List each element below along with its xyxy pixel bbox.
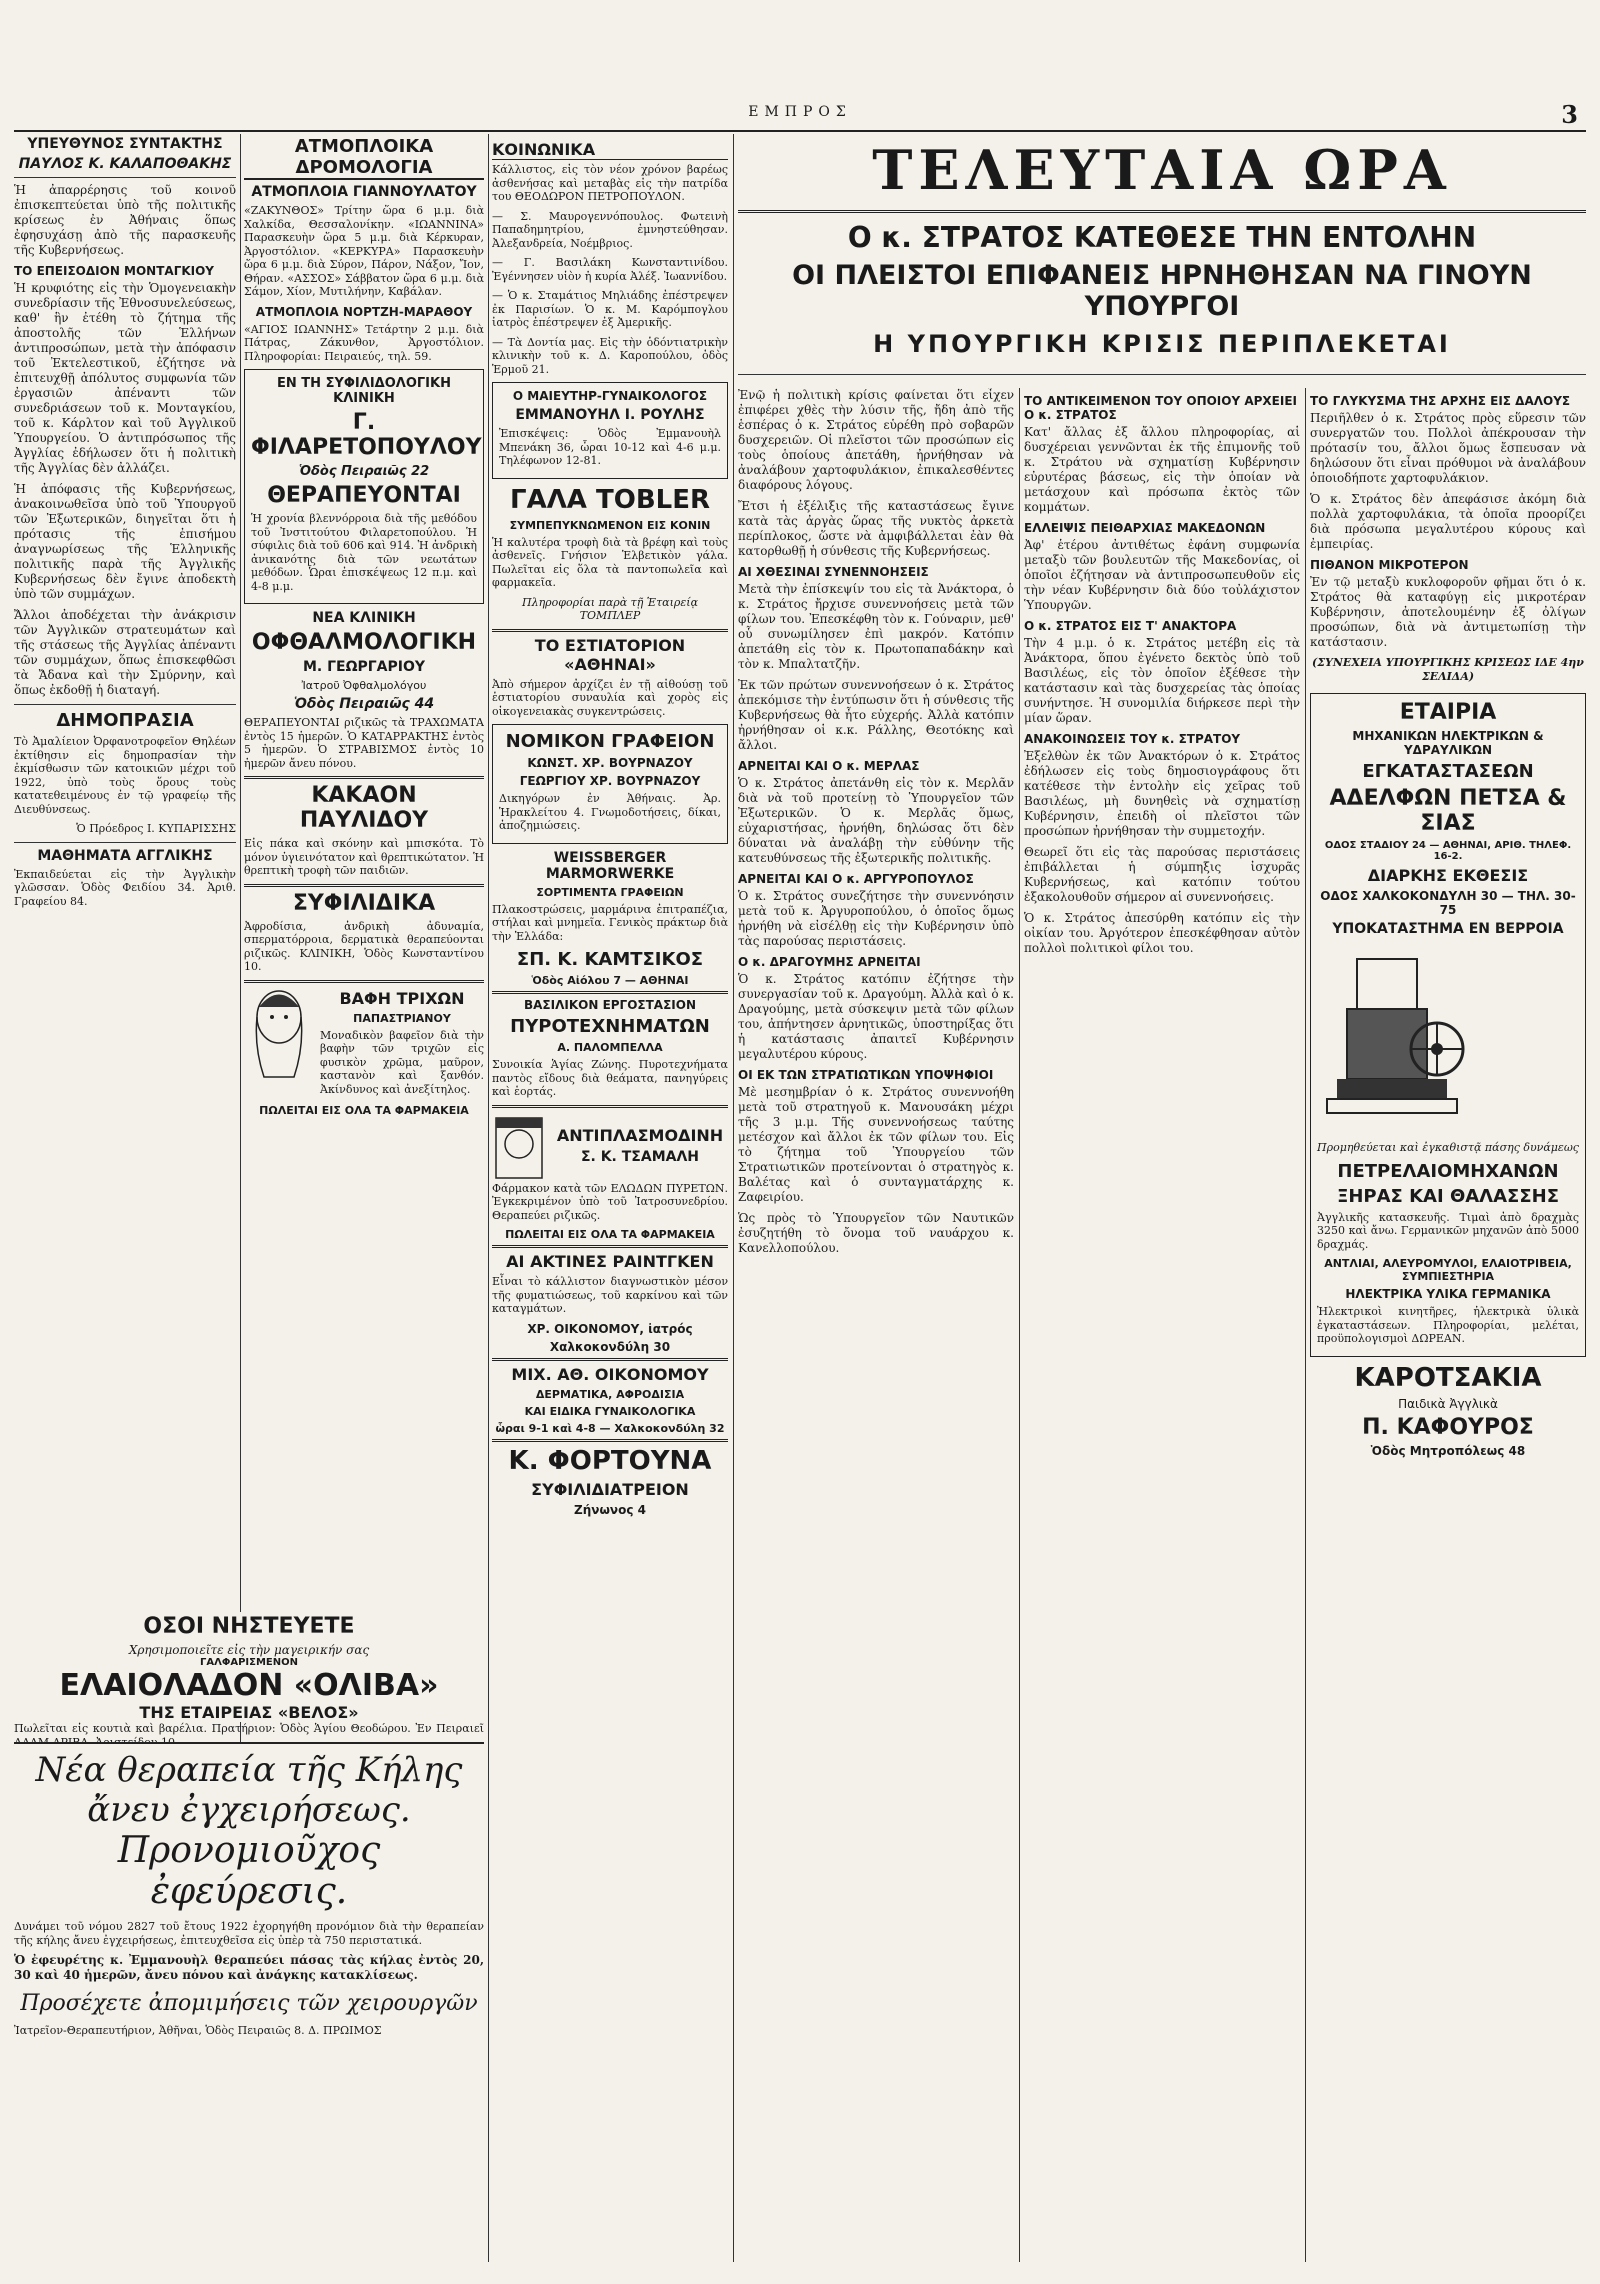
- ad-petsa-l8: ΞΗΡΑΣ ΚΑΙ ΘΑΛΑΣΣΗΣ: [1336, 1185, 1559, 1207]
- ad-oliva-top: ΟΣΟΙ ΝΗΣΤΕΥΕΤΕ: [143, 1614, 355, 1639]
- article-paragraph: Ὡς πρὸς τὸ Ὑπουργεῖον τῶν Ναυτικῶν ἐσυζητήθη τὸ ὄνομα τοῦ ναυάρχου κ. Κανελλοπούλου.: [738, 1211, 1014, 1255]
- article-paragraph: Μὲ μεσημβρίαν ὁ κ. Στράτος συνεννοήθη μετὰ τοῦ στρατηγοῦ κ. Μανουσάκη μέχρι τῆς 3 μ.μ. Τῆς συνεννοήσεως ταύτης μετέσχον καὶ ἄλλοι ἐκ τῶν φίλων του. Εἰς τὸ ζήτημα τοῦ Ὑπουργείου τῶν Στρατιωτικῶν προτείνονται ὁ στρατηγὸς κ. Βαλέτας καὶ ὁ συνταγματάρχης κ. Ζαφειρίου.: [738, 1085, 1014, 1204]
- ad-syph-text: Ἀφροδίσια, ἀνδρικὴ ἀδυναμία, σπερματόρροια, δερματικὰ θεραπεύονται ριζικῶς. ΚΛΙΝΙΚΗ, Ὁδὸς Κωνσταντίνου 10.: [244, 919, 484, 973]
- divider: [14, 177, 236, 178]
- social-item: — Σ. Μαυρογεννόπουλος. Φωτεινὴ Παπαδημητρίου, ἐμνηστεύθησαν. Ἀλεξανδρεία, Νοέμβριος.: [492, 209, 728, 250]
- divider: [14, 842, 236, 843]
- ad-kili-foot: Προσέχετε ἀπομιμήσεις τῶν χειρουργῶν: [20, 1991, 478, 2016]
- article-paragraph: Μετὰ τὴν ἐπίσκεψίν του εἰς τὰ Ἀνάκτορα, ὁ κ. Στράτος ἤρχισε συνεννοήσεις μετὰ τῶν φίλων του. Ἐπεσκέφθη τὸν κ. Γούναριν, μεθ' οὗ συνωμίλησεν ἐπὶ μακρόν. Κατόπιν ἀπετάθη εἰς τὸν κ. Πρωτοπαπαδάκην καὶ τὸν κ. Μπαλτατζῆν.: [738, 582, 1014, 671]
- ad-prams-name: Π. ΚΑΦΟΥΡΟΣ: [1362, 1414, 1534, 1440]
- social-item: — Ὁ κ. Σταμάτιος Μηλιάδης ἐπέστρεψεν ἐκ Παρισίων. Ὁ κ. Μ. Καρόμπογλου ἰατρὸς ἐπέστρεψεν ἐξ Ἀμερικῆς.: [492, 289, 728, 329]
- article-subheading: ΑΡΝΕΙΤΑΙ ΚΑΙ Ο κ. ΑΡΓΥΡΟΠΟΥΛΟΣ: [738, 872, 974, 886]
- ad-kili: [14, 1742, 484, 2264]
- social-item: Κάλλιστος, εἰς τὸν νέον χρόνον βαρέως ἀσθενήσας καὶ μεταβὰς εἰς τὴν πατρίδα του ΘΕΟΔΩΡΟΝ ΠΕΤΡΟΠΟΥΛΟΝ.: [492, 163, 728, 203]
- ad-antipl-foot: ΠΩΛΕΙΤΑΙ ΕΙΣ ΟΛΑ ΤΑ ΦΑΡΜΑΚΕΙΑ: [505, 1228, 715, 1241]
- lessons-text: Ἐκπαιδεύεται εἰς τὴν Ἀγγλικὴν γλῶσσαν. Ὁδὸς Φειδίου 34. Ἀριθ. Γραφείου 84.: [14, 867, 236, 908]
- article-paragraph: Ἡ ἀπαρρέρησις τοῦ κοινοῦ ἐπισκεπτεύεται ὑπὸ τῆς πολιτικῆς κρίσεως ἐν Ἀθήναις ὅπως ἐφησυχάσῃ ἀπὸ τῆς παρασκευῆς τῆς Κυβερνήσεως.: [14, 183, 236, 257]
- article-paragraph: Κατ' ἄλλας ἐξ ἄλλου πληροφορίας, αἱ δυσχέρειαι γεννῶνται ἐκ τῆς ἐπιμονῆς τοῦ κ. Στράτου νὰ σχηματίσῃ Κυβέρνησιν εὐρυτέρας βάσεως, εἰς τὴν ὁποίαν νὰ μετάσχουν καὶ πρόσωπα ἐκτὸς τῶν κομμάτων.: [1024, 425, 1300, 514]
- headline-3: Η ΥΠΟΥΡΓΙΚΗ ΚΡΙΣΙΣ ΠΕΡΙΠΛΕΚΕΤΑΙ: [873, 330, 1451, 358]
- ad-fireworks-text: Συνοικία Ἁγίας Ζώνης. Πυροτεχνήματα παντὸς εἴδους διὰ θεάματα, πανηγύρεις καὶ ἑορτάς.: [492, 1058, 728, 1098]
- ad-petsa-l9: ΑΝΤΛΙΑΙ, ΑΛΕΥΡΟΜΥΛΟΙ, ΕΛΑΙΟΤΡΙΒΕΙΑ, ΣΥΜΠΙΕΣΤΗΡΙΑ: [1324, 1257, 1572, 1283]
- ad-prams-sub: Παιδικὰ Ἀγγλικὰ: [1398, 1396, 1498, 1411]
- ad-eye-addr: Ὁδὸς Πειραιῶς 44: [293, 696, 435, 712]
- ad-derm-sub: ΔΕΡΜΑΤΙΚΑ, ΑΦΡΟΔΙΣΙΑ: [535, 1387, 685, 1401]
- ad-cocoa-text: Εἰς πάκα καὶ σκόνην καὶ μπισκότα. Τὸ μόνον ὑγιεινότατον καὶ θρεπτικώτατον. Ἡ θρεπτικὴ τροφὴ τῶν παιδιῶν.: [244, 837, 484, 877]
- ad-antipl-text: Φάρμακον κατὰ τῶν ΕΛΩΔΩΝ ΠΥΡΕΤΩΝ. Ἐγκεκριμένον ὑπὸ τοῦ Ἰατροσυνεδρίου. Θεραπεύει ριζικῶς.: [492, 1181, 728, 1222]
- article-subheading: Ο κ. ΣΤΡΑΤΟΣ ΕΙΣ Τ' ΑΝΑΚΤΟΡΑ: [1024, 619, 1237, 633]
- ad-shipping-sub2: ΑΤΜΟΠΛΟΙΑ ΝΟΡΤΖΗ-ΜΑΡΑΘΟΥ: [255, 304, 473, 319]
- article-paragraph: Θεωρεῖ ὅτι εἰς τὰς παρούσας περιστάσεις ἐπιβάλλεται ἡ σύμπηξις ἰσχυρᾶς Κυβερνήσεως, καὶ κατόπιν τούτου ἐξακολουθοῦν σήμερον αἱ συνεννοήσεις.: [1024, 845, 1300, 904]
- ad-kili-line3: Προνομιοῦχος ἐφεύρεσις.: [117, 1830, 381, 1912]
- divider: [492, 991, 728, 994]
- ad-kili-line1: Νέα θεραπεία τῆς Κήλης: [35, 1750, 463, 1790]
- article-paragraph: Ἐξελθὼν ἐκ τῶν Ἀνακτόρων ὁ κ. Στράτος ἐδήλωσεν εἰς τοὺς δημοσιογράφους ὅτι κατέθεσε τὴν ἐντολὴν εἰς χεῖρας τοῦ Βασιλέως, μὴ δυνηθεὶς νὰ σχηματίσῃ Κυβέρνησιν, ἐπειδὴ οἱ πλεῖστοι τῶν προσώπων ἠρνήθησαν τὴν συμμετοχήν.: [1024, 749, 1300, 838]
- ad-clinic-main: ΘΕΡΑΠΕΥΟΝΤΑΙ: [267, 483, 461, 508]
- ad-petsa-l4: ΔΙΑΡΚΗΣ ΕΚΘΕΣΙΣ: [1367, 866, 1529, 885]
- article-subheading: ΤΟ ΓΛΥΚΥΣΜΑ ΤΗΣ ΑΡΧΗΣ ΕΙΣ ΔΑΛΟΥΣ: [1310, 394, 1571, 408]
- article-paragraph: Ὁ κ. Στράτος δὲν ἀπεφάσισε ἀκόμη διὰ πολλὰ χαρτοφυλάκια, τὰ ὁποῖα προορίζει διὰ πρόσωπα μεγαλυτέρου κύρους καὶ ἐμπειρίας.: [1310, 492, 1586, 551]
- article-col-2: [1024, 388, 1300, 2262]
- ad-law: [492, 724, 728, 844]
- ad-obst-name: ΕΜΜΑΝΟΥΗΛ Ι. ΡΟΥΛΗΣ: [515, 407, 705, 423]
- ad-obstetrician: [492, 382, 728, 479]
- article-col-1: [738, 388, 1014, 2262]
- ad-antipl-title: ΑΝΤΙΠΛΑΣΜΟΔΙΝΗ: [556, 1126, 724, 1145]
- ad-derm-addr: ὧραι 9-1 καὶ 4-8 — Χαλκοκονδύλη 32: [495, 1421, 725, 1435]
- medicine-box-icon: [492, 1112, 546, 1182]
- ad-law-name2: ΓΕΩΡΓΙΟΥ ΧΡ. ΒΟΥΡΝΑΖΟΥ: [519, 774, 701, 788]
- article-subheading: ΤΟ ΑΝΤΙΚΕΙΜΕΝΟΝ ΤΟΥ ΟΠΟΙΟΥ ΑΡΧΕΙΕΙ Ο κ. ΣΤΡΑΤΟΣ: [1024, 394, 1297, 422]
- ad-shipping-text: «ΖΑΚΥΝΘΟΣ» Τρίτην ὥρα 6 μ.μ. διὰ Χαλκίδα, Θεσσαλονίκην. «ΙΩΑΝΝΙΝΑ» Παρασκευὴν ὥρα 5 μ.μ. διὰ Κέρκυραν, Ἀργοστόλιον. «ΚΕΡΚΥΡΑ» Παρασκευὴν ὥρα 6 μ.μ. διὰ Σύρον, Πάρον, Νάξον, Ἴον, Θήραν. «ΑΣΣΟΣ» Σάββατον ὥρα 6 μ.μ. διὰ Σάμον, Χίον, Μυτιλήνην, Καβάλαν.: [244, 204, 484, 298]
- ad-tobler-foot: Πληροφορίαι παρὰ τῇ Ἑταιρείᾳ ΤΟΜΠΛΕΡ: [522, 595, 698, 622]
- ad-fireworks-name: Α. ΠΑΛΟΜΠΕΛΛΑ: [557, 1041, 663, 1054]
- ad-petsa-top: ΕΤΑΙΡΙΑ: [1399, 700, 1497, 725]
- article-paragraph: Ἐν τῷ μεταξὺ κυκλοφοροῦν φῆμαι ὅτι ὁ κ. Στράτος θὰ καταφύγῃ εἰς μικροτέραν Κυβέρνησιν, ἀποτελουμένην ἐξ ὀλίγων προσώπων, διὰ νὰ ἀντιμετωπίσῃ τὴν κατάστασιν.: [1310, 575, 1586, 649]
- divider: [244, 884, 484, 887]
- divider: [492, 1245, 728, 1248]
- ad-petsa-l2: ΕΓΚΑΤΑΣΤΑΣΕΩΝ: [1362, 761, 1534, 782]
- ad-hairdye: [244, 987, 484, 1103]
- editor-label: ΥΠΕΥΘΥΝΟΣ ΣΥΝΤΑΚΤΗΣ: [27, 136, 223, 152]
- column-rule: [733, 134, 734, 2262]
- social-heading: ΚΟΙΝΩΝΙΚΑ: [492, 140, 728, 160]
- ad-shipping-text2: «ΑΓΙΟΣ ΙΩΑΝΝΗΣ» Τετάρτην 2 μ.μ. διὰ Πάτρας, Ζάκυνθον, Ἀργοστόλιον. Πληροφορίαι: Πειραιεύς, τηλ. 59.: [244, 322, 484, 363]
- article-paragraph: Ἄλλοι ἀποδέχεται τὴν ἀνάκρισιν τῶν Ἀγγλικῶν στρατευμάτων καὶ τῆς στάσεως τῆς Ἀγγλίας ἀπέναντι τῶν συμμάχων, ὅπως ἐπισκεφθῶσι τὰ Ἄδανα καὶ τὴν Σμύρνην, καὶ ὅπως ἐκδοθῇ ἡ διαταγή.: [14, 608, 236, 697]
- ad-kili-p2: Ὁ ἐφευρέτης κ. Ἐμμανουὴλ θεραπεύει πάσας τὰς κήλας ἐντὸς 20, 30 καὶ 40 ἡμερῶν, ἄνευ πόνου καὶ ἀνάγκης κατακλίσεως.: [14, 1953, 484, 1982]
- article-paragraph: Ἡ ἀπόφασις τῆς Κυβερνήσεως, ἀνακοινωθεῖσα ὑπὸ τοῦ Ὑπουργοῦ τῶν Ἐξωτερικῶν, διηγεῖται ὅτι ἡ πρότασις τῆς ἐπισήμου ἀναγνωρίσεως τῆς Ἑλληνικῆς πολιτικῆς παρὰ τῆς Ἀγγλικῆς Κυβερνήσεως δὲν ἔγινε ἀποδεκτὴ ὑπὸ τῶν συμμάχων.: [14, 482, 236, 601]
- ad-kili-p1: Δυνάμει τοῦ νόμου 2827 τοῦ ἔτους 1922 ἐχορηγήθη προνόμιον διὰ τὴν θεραπείαν τῆς κήλης ἄνευ ἐγχειρήσεως, ἐπιτευχθεῖσα εἰς ὑπὲρ τὰ 750 περιστατικά.: [14, 1920, 484, 1947]
- article-paragraph: Περιῆλθεν ὁ κ. Στράτος πρὸς εὕρεσιν τῶν συνεργατῶν του. Πολλοὶ ἀπέκρουσαν τὴν πρότασίν του, ἄλλοι ὅμως ἔσπευσαν νὰ δηλώσουν ὅτι εἶναι πρόθυμοι νὰ ἀναλάβουν ὁποιοδήποτε χαρτοφυλάκιον.: [1310, 411, 1586, 485]
- ad-kili-line2: ἄνευ ἐγχειρήσεως.: [87, 1790, 411, 1830]
- ad-hairdye-name: ΠΑΠΑΣΤΡΙΑΝΟΥ: [353, 1011, 451, 1025]
- ad-eye-name: Μ. ΓΕΩΡΓΑΡΙΟΥ: [302, 659, 426, 675]
- ad-petsa-l1: ΜΗΧΑΝΙΚΩΝ ΗΛΕΚΤΡΙΚΩΝ & ΥΔΡΑΥΛΙΚΩΝ: [1352, 729, 1544, 757]
- article-subheading: ΟΙ ΕΚ ΤΩΝ ΣΤΡΑΤΙΩΤΙΚΩΝ ΥΠΟΨΗΦΙΟΙ: [738, 1068, 994, 1082]
- divider: [492, 1358, 728, 1361]
- engine-machine-icon: [1317, 949, 1467, 1129]
- ad-marble-name: ΣΠ. Κ. ΚΑΜΤΣΙΚΟΣ: [516, 949, 704, 970]
- divider: [244, 980, 484, 983]
- ad-xray-name: ΧΡ. ΟΙΚΟΝΟΜΟΥ, ἰατρός: [527, 1321, 693, 1336]
- article-paragraph: Ὁ κ. Στράτος συνεζήτησε τὴν συνεννόησιν μετὰ τοῦ κ. Ἀργυροπούλου, ὁ ὁποῖος ὅμως ἠρνήθη νὰ εἰσέλθῃ εἰς τὴν Κυβέρνησιν ὑπὸ τὰς παρούσας περιστάσεις.: [738, 889, 1014, 948]
- ad-xray-title: ΑΙ ΑΚΤΙΝΕΣ ΡΑΙΝΤΓΚΕΝ: [506, 1252, 714, 1271]
- ad-petsa-l6: ΥΠΟΚΑΤΑΣΤΗΜΑ ΕΝ ΒΕΡΡΟΙΑ: [1332, 921, 1564, 937]
- last-hour-section: [738, 138, 1586, 2262]
- ad-prams-title: ΚΑΡΟΤΣΑΚΙΑ: [1354, 1362, 1542, 1393]
- divider: [244, 776, 484, 779]
- divider: [492, 1439, 728, 1442]
- ad-petsa-p2: Ἀγγλικῆς κατασκευῆς. Τιμαὶ ἀπὸ δραχμὰς 3250 καὶ ἄνω. Γερμανικῶν μηχανῶν ἀπὸ 5000 δραχμάς.: [1317, 1210, 1579, 1251]
- ad-tobler-title: ΓΑΛΑ TOBLER: [510, 484, 710, 515]
- headline-2: ΟΙ ΠΛΕΙΣΤΟΙ ΕΠΙΦΑΝΕΙΣ ΗΡΝΗΘΗΣΑΝ ΝΑ ΓΙΝΟΥΝ ΥΠΟΥΡΓΟΙ: [792, 260, 1532, 322]
- section-title: ΤΕΛΕΥΤΑΙΑ ΩΡΑ: [738, 138, 1586, 213]
- ad-law-name1: ΚΩΝΣΤ. ΧΡ. ΒΟΥΡΝΑΖΟΥ: [527, 756, 693, 770]
- article-columns: [738, 388, 1586, 2262]
- ad-eye-text: ΘΕΡΑΠΕΥΟΝΤΑΙ ριζικῶς τὰ ΤΡΑΧΩΜΑΤΑ ἐντὸς 15 ἡμερῶν. Ὁ ΚΑΤΑΡΡΑΚΤΗΣ ἐντὸς 5 ἡμερῶν. Ὁ ΣΤΡΑΒΙΣΜΟΣ ἐντὸς 10 ἡμερῶν ἄνευ πόνου.: [244, 716, 484, 770]
- ad-marble-title: WEISSBERGER MARMORWERKE: [545, 849, 675, 882]
- divider: [492, 1105, 728, 1108]
- article-paragraph: Ἀφ' ἑτέρου ἀντιθέτως ἐφάνη συμφωνία μεταξὺ τῶν βουλευτῶν τῆς Μακεδονίας, οἱ ὁποῖοι ἐζήτησαν νὰ ἀντιπροσωπευθοῦν εἰς τὴν νέαν Κυβέρνησιν διὰ δύο τοὐλάχιστον Ὑπουργῶν.: [1024, 538, 1300, 612]
- woman-portrait-icon: [244, 987, 314, 1087]
- lessons-heading: ΜΑΘΗΜΑΤΑ ΑΓΓΛΙΚΗΣ: [37, 847, 213, 864]
- article-paragraph: Ἐνῷ ἡ πολιτικὴ κρίσις φαίνεται ὅτι εἶχεν ἐπιφέρει χθὲς τὴν λύσιν τῆς, ἤδη ἀπὸ τῆς ἑσπέρας ὁ κ. Στράτος εὑρέθη πρὸ σοβαρῶν δυσχερειῶν. Οἱ πλεῖστοι τῶν προσώπων εἰς τοὺς ὁποίους ἀπετάθη, ἠρνήθησαν νὰ ἀναλάβουν χαρτοφυλάκιον, ἐπικαλεσθέντες διαφόρους λόγους.: [738, 388, 1014, 492]
- article-col-3: [1310, 388, 1586, 2262]
- ad-fortuna-title: Κ. ΦΟΡΤΟΥΝΑ: [508, 1445, 712, 1476]
- ad-oliva-brand: ΕΛΑΙΟΛΑΔΟΝ «ΟΛΙΒΑ»: [59, 1668, 439, 1703]
- notice-heading: ΔΗΜΟΠΡΑΣΙΑ: [56, 710, 194, 731]
- ad-clinic-text: Ἡ χρονία βλεννόρροια διὰ τῆς μεθόδου τοῦ Ἰνστιτούτου Φιλαρετοπούλου. Ἡ σύφιλις διὰ τοῦ 606 καὶ 914. Ἡ ἀνδρικὴ ἀνικανότης διὰ τῶν νεωτάτων μεθόδων. Ὧραι ἐπισκέψεως 12 π.μ. καὶ 4-8 μ.μ.: [251, 512, 477, 593]
- ad-prams-addr: Ὁδὸς Μητροπόλεως 48: [1370, 1443, 1526, 1458]
- ad-restaurant-title: ΤΟ ΕΣΤΙΑΤΟΡΙΟΝ «ΑΘΗΝΑΙ»: [534, 635, 686, 674]
- ad-clinic-name: Γ. ΦΙΛΑΡΕΤΟΠΟΥΛΟΥ: [251, 410, 482, 460]
- ad-clinic-addr: Ὁδὸς Πειραιῶς 22: [298, 464, 430, 479]
- article-paragraph: Ὁ κ. Στράτος ἀπετάνθη εἰς τὸν κ. Μερλᾶν διὰ νὰ τοῦ προτείνῃ τὸ Ὑπουργεῖον τῶν Ἐξωτερικῶν. Ὁ κ. Μερλᾶς ὅμως, εὐχαριστήσας, ἠρνήθη, δηλώσας ὅτι δὲν δύναται νὰ ἀναλάβῃ τὴν εὐθύνην τῆς κατευθύνσεως τῆς ἐξωτερικῆς πολιτικῆς.: [738, 776, 1014, 865]
- ad-obst-text: Ἐπισκέψεις: Ὁδὸς Ἐμμανουὴλ Μπενάκη 36, ὧραι 10-12 καὶ 4-6 μ.μ. Τηλέφωνον 12-81.: [499, 427, 721, 467]
- ad-syph-title: ΣΥΦΙΛΙΔΙΚΑ: [292, 890, 436, 916]
- headline-1: Ο κ. ΣΤΡΑΤΟΣ ΚΑΤΕΘΕΣΕ ΤΗΝ ΕΝΤΟΛΗΝ: [847, 221, 1477, 254]
- ad-fireworks-title: ΒΑΣΙΛΙΚΟΝ ΕΡΓΟΣΤΑΣΙΟΝ: [524, 998, 696, 1012]
- ad-clinic: [244, 369, 484, 604]
- ad-shipping-title: ΑΤΜΟΠΛΟΙΚΑ ΔΡΟΜΟΛΟΓΙΑ: [244, 136, 484, 180]
- social-item: — Τὰ Δοντία μας. Εἰς τὴν ὁδόντιατρικὴν κλινικὴν τοῦ κ. Δ. Καροπούλου, ὁδὸς Ἑρμοῦ 21.: [492, 335, 728, 376]
- article-paragraph: Ὁ κ. Στράτος κατόπιν ἐζήτησε τὴν συνεργασίαν τοῦ κ. Δραγούμη. Ἀλλὰ καὶ ὁ κ. Δραγούμης, μετὰ σύσκεψιν μετὰ τῶν φίλων του, ἀπήντησεν ἀρνητικῶς, ὑποστηρίξας ὅτι ἡ κατάστασις ἀπαιτεῖ Κυβέρνησιν μεγαλυτέρου κύρους.: [738, 972, 1014, 1061]
- page-number: 3: [1561, 100, 1578, 129]
- article-subheading: ΑΝΑΚΟΙΝΩΣΕΙΣ ΤΟΥ κ. ΣΤΡΑΤΟΥ: [1024, 732, 1241, 746]
- article-subheading: ΑΙ ΧΘΕΣΙΝΑΙ ΣΥΝΕΝΝΟΗΣΕΙΣ: [738, 565, 929, 579]
- ad-tobler-text: Ἡ καλυτέρα τροφὴ διὰ τὰ βρέφη καὶ τοὺς ἀσθενεῖς. Γνήσιον Ἑλβετικὸν γάλα. Πωλεῖται εἰς ὅλα τὰ παντοπωλεῖα καὶ φαρμακεῖα.: [492, 535, 728, 589]
- ad-fortuna-sub: ΣΥΦΙΛΙΔΙΑΤΡΕΙΟΝ: [531, 1479, 689, 1499]
- article-heading: ΤΟ ΕΠΕΙΣΟΔΙΟΝ ΜΟΝΤΑΓΚΙΟΥ: [14, 264, 214, 278]
- ad-xray-text: Εἶναι τὸ κάλλιστον διαγνωστικὸν μέσον τῆς φυματιώσεως, τοῦ καρκίνου καὶ τῶν καταγμάτων.: [492, 1275, 728, 1315]
- ad-shipping-sub: ΑΤΜΟΠΛΟΙΑ ΓΙΑΝΝΟΥΛΑΤΟΥ: [251, 184, 477, 200]
- ad-hairdye-title: ΒΑΦΗ ΤΡΙΧΩΝ: [339, 988, 465, 1008]
- notice-signature: Ὁ Πρόεδρος Ι. ΚΥΠΑΡΙΣΣΗΣ: [76, 822, 236, 835]
- article-subheading: ΠΙΘΑΝΟΝ ΜΙΚΡΟΤΕΡΟΝ: [1310, 558, 1469, 572]
- ad-oliva: [14, 1612, 484, 1735]
- ad-eye-sub: Ἰατροῦ Ὀφθαλμολόγου: [301, 679, 427, 692]
- ad-oliva-line: Χρησιμοποιεῖτε εἰς τὴν μαγειρικήν σας: [128, 1643, 370, 1657]
- ad-restaurant-text: Ἀπὸ σήμερον ἀρχίζει ἐν τῇ αἰθούσῃ τοῦ ἑστιατορίου συναυλία καὶ χορὸς εἰς οἰκογενειακὰς συγκεντρώσεις.: [492, 677, 728, 718]
- column-rule: [488, 134, 489, 2262]
- ad-derm-sub2: ΚΑΙ ΕΙΔΙΚΑ ΓΥΝΑΙΚΟΛΟΓΙΚΑ: [524, 1404, 696, 1418]
- article-subheading: Ο κ. ΔΡΑΓΟΥΜΗΣ ΑΡΝΕΙΤΑΙ: [738, 955, 921, 969]
- article-subheading: ΑΡΝΕΙΤΑΙ ΚΑΙ Ο κ. ΜΕΡΛΑΣ: [738, 759, 920, 773]
- article-paragraph: Ἐκ τῶν πρώτων συνεννοήσεων ὁ κ. Στράτος ἀπεκόμισε τὴν ἐντύπωσιν ὅτι ἡ σύνθεσις τῆς Κυβερνήσεως θὰ ἦτο εὐχερής. Ἀλλὰ κατόπιν ἠρνήθησαν οἱ κ.κ. Ράλλης, Θεοτόκης καὶ ἄλλοι.: [738, 678, 1014, 752]
- social-item: — Γ. Βασιλάκη Κωνσταντινίδου. Ἐγέννησεν υἱὸν ἡ κυρία Ἀλέξ. Ἰωαννίδου.: [492, 256, 728, 283]
- ad-tobler-sub: ΣΥΜΠΕΠΥΚΝΩΜΕΝΟΝ ΕΙΣ ΚΟΝΙΝ: [509, 518, 711, 532]
- column-2: [244, 134, 484, 1604]
- ad-antipl-name: Σ. Κ. ΤΣΑΜΑΛΗ: [580, 1149, 700, 1165]
- ad-marble-sub: ΣΟΡΤΙΜΕΝΤΑ ΓΡΑΦΕΙΩΝ: [536, 885, 684, 899]
- paper-name: ΕΜΠΡΟΣ: [748, 104, 852, 120]
- continuation-note: (ΣΥΝΕΧΕΙΑ ΥΠΟΥΡΓΙΚΗΣ ΚΡΙΣΕΩΣ ΙΔΕ 4ην ΣΕΛΙΔΑ): [1312, 656, 1584, 683]
- editor-name: ΠΑΥΛΟΣ Κ. ΚΑΛΑΠΟΘΑΚΗΣ: [18, 156, 232, 172]
- article-paragraph: Ἡ κρυφιότης εἰς τὴν Ὁμογενειακὴν συνεδρίασιν τῆς Ἐθνοσυνελεύσεως, καθ' ἣν ἐτέθη τὸ ζήτημα τῆς ἀποστολῆς τῶν Ἑλλήνων ἀντιπροσώπων, μετὰ τὴν ἀπόφασιν τοῦ Ἐκτελεστικοῦ, ἐζήτησε νὰ ἐπιτευχθῇ ἀπόλυτος συμφωνία τῶν ἐργασιῶν ἀπέναντι τῶν συνεδριάσεων τοῦ κ. Μονταγκίου, τοῦ κ. Κάρλτον καὶ τοῦ Ἀγγλικοῦ Ὑπουργείου. Ὁ ἀντιπρόσωπος τῆς Ἀγγλίας ἐδήλωσεν ὅτι ἡ πολιτικὴ τῆς Ἀγγλίας δὲν ἀλλάζει.: [14, 281, 236, 475]
- ad-fortuna-addr: Ζήνωνος 4: [574, 1502, 646, 1517]
- divider: [492, 629, 728, 632]
- article-subheading: ΕΛΛΕΙΨΙΣ ΠΕΙΘΑΡΧΙΑΣ ΜΑΚΕΔΟΝΩΝ: [1024, 521, 1266, 535]
- ad-hairdye-text: Μοναδικὸν βαφεῖον διὰ τὴν βαφὴν τῶν τριχῶν εἰς φυσικὸν χρῶμα, μαῦρον, καστανὸν καὶ ξανθόν. Ἀκίνδυνος καὶ ἀνεξίτηλος.: [320, 1028, 484, 1096]
- masthead: [14, 100, 1586, 132]
- ad-eye-top: ΝΕΑ ΚΛΙΝΙΚΗ: [312, 610, 416, 626]
- ad-marble-addr: Ὁδὸς Αἰόλου 7 — ΑΘΗΝΑΙ: [531, 974, 689, 987]
- divider: [738, 374, 1586, 375]
- ad-marble-text: Πλακοστρώσεις, μαρμάρινα ἐπιτραπέζια, στήλαι καὶ μνημεῖα. Γενικὸς πράκτωρ διὰ τὴν Ἑλλάδα:: [492, 902, 728, 943]
- ad-fireworks-sub: ΠΥΡΟΤΕΧΝΗΜΑΤΩΝ: [510, 1016, 710, 1037]
- article-paragraph: Τὴν 4 μ.μ. ὁ κ. Στράτος μετέβη εἰς τὰ Ἀνάκτορα, ὅπου ἐγένετο δεκτὸς ὑπὸ τοῦ Βασιλέως, εἰς τὸν ὁποῖον ἐξέθεσε τὴν κατάστασιν καὶ τὰς δυσχερείας τὰς ὁποίας συνήντησε. Ἡ συνομιλία διήρκεσε περὶ τὴν μίαν ὥραν.: [1024, 636, 1300, 725]
- ad-xray-addr: Χαλκοκονδύλη 30: [549, 1339, 671, 1354]
- ad-petsa-addr: ΟΔΟΣ ΣΤΑΔΙΟΥ 24 — ΑΘΗΝΑΙ, ΑΡΙΘ. ΤΗΛΕΦ. 16-2.: [1324, 840, 1572, 862]
- ad-petsa-l10: ΗΛΕΚΤΡΙΚΑ ΥΛΙΚΑ ΓΕΡΜΑΝΙΚΑ: [1345, 1287, 1551, 1301]
- ad-cocoa-title: ΚΑΚΑΟΝ ΠΑΥΛΙΔΟΥ: [299, 783, 429, 833]
- ad-clinic-title: ΕΝ ΤΗ ΣΥΦΙΛΙΔΟΛΟΓΙΚΗ ΚΛΙΝΙΚΗ: [277, 376, 451, 406]
- divider: [14, 704, 236, 705]
- ad-hairdye-foot: ΠΩΛΕΙΤΑΙ ΕΙΣ ΟΛΑ ΤΑ ΦΑΡΜΑΚΕΙΑ: [259, 1104, 469, 1117]
- ad-antiplasmodine: [492, 1112, 728, 1182]
- ad-petsa-p: Προμηθεύεται καὶ ἐγκαθιστᾷ πάσης δυνάμεως: [1317, 1141, 1579, 1154]
- ad-obst-title: Ο ΜΑΙΕΥΤΗΡ-ΓΥΝΑΙΚΟΛΟΓΟΣ: [512, 389, 708, 403]
- ad-petsa-l3: ΑΔΕΛΦΩΝ ΠΕΤΣΑ & ΣΙΑΣ: [1329, 786, 1567, 836]
- notice-text: Τὸ Ἀμαλίειον Ὀρφανοτροφεῖον Θηλέων ἐκτίθησιν εἰς δημοπρασίαν τὴν ἐκμίσθωσιν τῶν κατοικιῶν μέχρι τοῦ 1922, ὑπὸ τοὺς ὅρους τοὺς κατατεθειμένους ἐν τῷ γραφείῳ τῆς Διευθύνσεως.: [14, 735, 236, 816]
- article-paragraph: Ἔτσι ἡ ἐξέλιξις τῆς καταστάσεως ἔγινε κατὰ τὰς ἀργὰς ὥρας τῆς νυκτὸς ἀρκετὰ περίπλοκος, ὥστε νὰ ἀμφιβάλλεται ἐὰν θὰ κατορθωθῇ ἡ σύνθεσις τῆς Κυβερνήσεως.: [738, 499, 1014, 558]
- article-paragraph: Ὁ κ. Στράτος ἀπεσύρθη κατόπιν εἰς τὴν οἰκίαν του. Ἀργότερον ἐπεσκέφθησαν αὐτὸν πολλοὶ πολιτικοὶ φίλοι του.: [1024, 911, 1300, 955]
- ad-petsa-p3: Ἠλεκτρικοὶ κινητῆρες, ἠλεκτρικὰ ὑλικὰ ἐγκαταστάσεων. Πληροφορίαι, μελέται, προϋπολογισμοὶ ΔΩΡΕΑΝ.: [1317, 1305, 1579, 1345]
- ad-derm-title: ΜΙΧ. ΑΘ. ΟΙΚΟΝΟΜΟΥ: [511, 1364, 709, 1384]
- ad-oliva-small: ΓΑΛΦΑΡΙΣΜΕΝΟΝ: [200, 1657, 298, 1668]
- ad-law-text: Δικηγόρων ἐν Ἀθήναις. Ἀρ. Ἡρακλείτου 4. Γνωμοδοτήσεις, δίκαι, ἀποζημιώσεις.: [499, 792, 721, 832]
- ad-petsa-l5: ΟΔΟΣ ΧΑΛΚΟΚΟΝΔΥΛΗ 30 — ΤΗΛ. 30-75: [1320, 889, 1576, 917]
- ad-petsa: [1310, 693, 1586, 1357]
- ad-oliva-company: ΤΗΣ ΕΤΑΙΡΕΙΑΣ «ΒΕΛΟΣ»: [139, 1703, 359, 1722]
- ad-law-title: ΝΟΜΙΚΟΝ ΓΡΑΦΕΙΟΝ: [505, 731, 715, 752]
- ad-oliva-text: Πωλεῖται εἰς κουτιὰ καὶ βαρέλια. Πρατήριον: Ὁδὸς Ἁγίου Θεοδώρου. Ἐν Πειραιεῖ: [14, 1722, 484, 1735]
- column-rule: [1305, 388, 1306, 2262]
- column-3: [492, 134, 728, 2262]
- column-rule: [1019, 388, 1020, 2262]
- ad-petsa-l7: ΠΕΤΡΕΛΑΙΟΜΗΧΑΝΩΝ: [1337, 1160, 1559, 1182]
- ad-kili-addr: Ἰατρεῖον-Θεραπευτήριον, Ἀθῆναι, Ὁδὸς Πειραιῶς 8. Δ. ΠΡΩΙΜΟΣ: [14, 2024, 382, 2037]
- ad-eye-title: ΟΦΘΑΛΜΟΛΟΓΙΚΗ: [251, 630, 477, 655]
